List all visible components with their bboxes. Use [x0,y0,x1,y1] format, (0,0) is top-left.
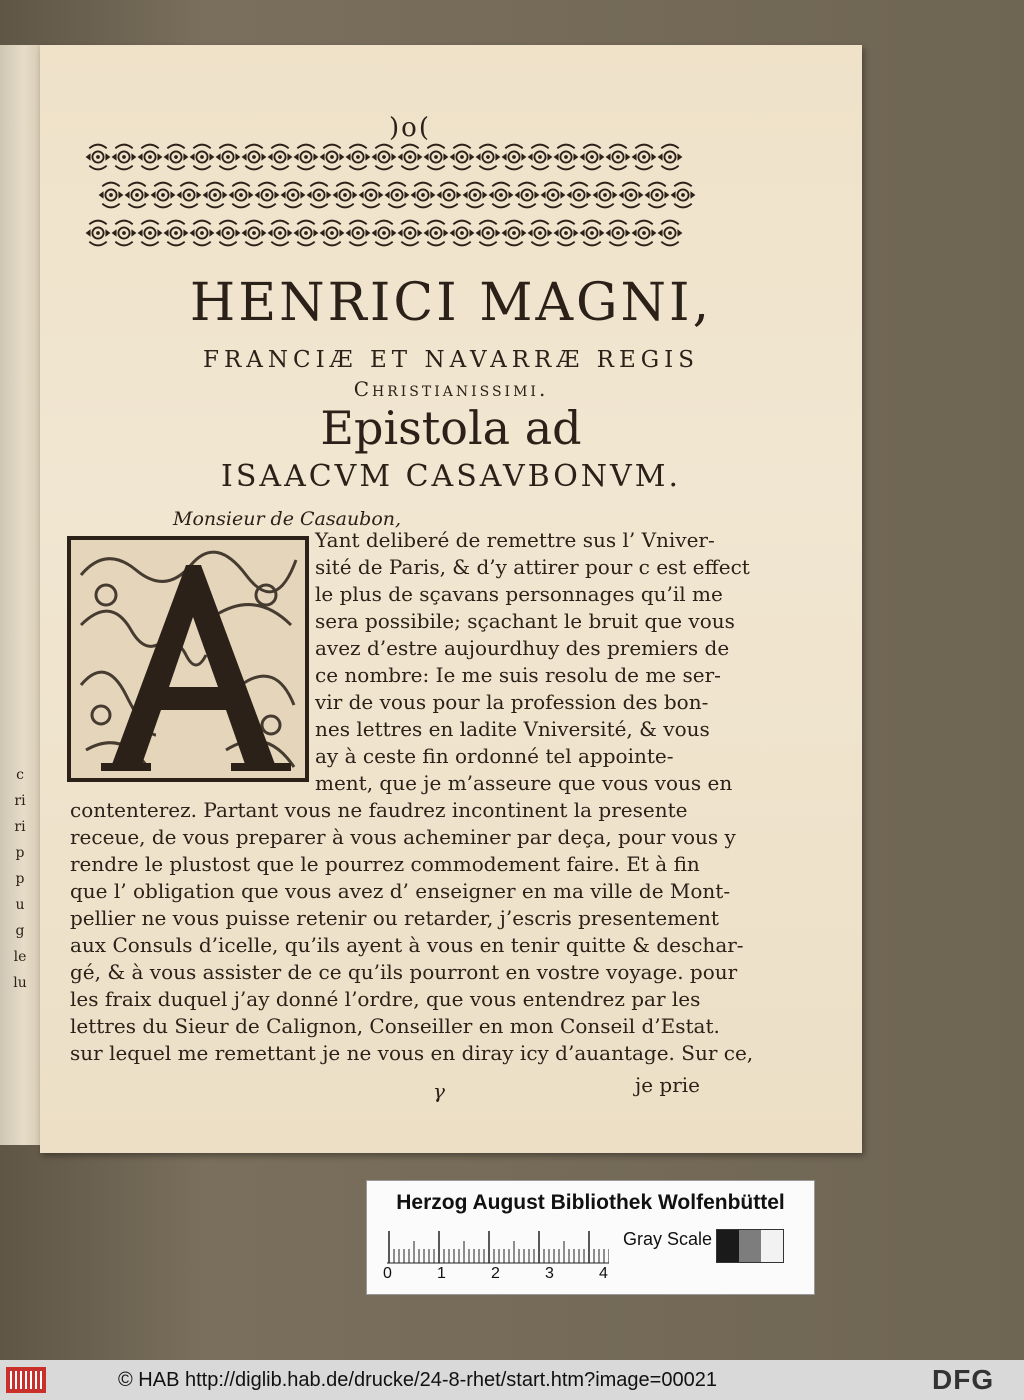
letter-line: avez d’estre aujourdhuy des premiers de [315,636,730,660]
letter-line: aux Consuls d’icelle, qu’ils ayent à vous en tenir quitte & deschar- [70,933,744,957]
letter-line: ment, que je m’asseure que vous vous en [315,771,733,795]
prev-page-glyph: g [15,923,25,939]
ruler-number: 0 [383,1265,392,1282]
letter-line: ce nombre: Ie me suis resolu de me ser- [315,663,721,687]
subtitle-kingdoms: FRANCIÆ ET NAVARRÆ REGIS [202,347,699,373]
prev-page-glyph: p [15,845,25,861]
gray-scale-swatches [716,1229,784,1263]
ornamental-headpiece [78,135,703,255]
letter-line: le plus de sçavans personnages qu’il me [315,582,723,606]
prev-page-glyph: ri [14,793,26,809]
letter-line: contenterez. Partant vous ne faudrez incontinent la presente [70,798,688,822]
letter-line: rendre le plustost que le pourrez commodement faire. Et à fin [70,852,700,876]
ruler-number: 1 [437,1265,446,1282]
prev-page-glyph: le [13,949,27,965]
ruler-number: 2 [491,1265,500,1282]
letter-line: sur lequel me remettant je ne vous en diray icy d’auantage. Sur ce, [70,1041,754,1065]
letter-line: vir de vous pour la profession des bon- [315,690,709,714]
letter-line: receue, de vous preparer à vous acheminer par deça, pour vous y [70,825,736,849]
subtitle-christianissimi: Christianissimi. [353,377,549,401]
letter-line: gé, & à vous assister de ce qu’ils pourront en vostre voyage. pour [70,960,738,984]
ruler-number: 4 [599,1265,608,1282]
letter-line: sera possibile; sçachant le bruit que vous [315,609,735,633]
dfg-logo: DFG [932,1364,995,1395]
ruler-scale [387,1227,609,1267]
gray-scale-label: Gray Scale [623,1229,713,1249]
letter-line: lettres du Sieur de Calignon, Conseiller en mon Conseil d’Estat. [70,1014,720,1038]
signature-letter: γ [433,1079,445,1103]
catchword: je prie [635,1073,700,1097]
letter-line: ay à ceste fin ordonné tel appointe- [315,744,674,768]
color-card [366,1180,815,1295]
card-library-title: Herzog August Bibliothek Wolfenbüttel [396,1191,785,1214]
letter-line: sité de Paris, & d’y attirer pour c est effect [315,555,750,579]
prev-page-glyph: p [15,871,25,887]
salutation: Monsieur de Casaubon, [173,508,402,530]
prev-page-glyph: u [15,897,25,913]
footer-bar [0,1360,1024,1400]
previous-page-edge [0,45,41,1145]
gray-swatch-light [761,1230,783,1262]
decorated-initial-a [66,535,310,783]
hab-logo-icon [6,1367,46,1393]
gray-swatch-dark [717,1230,739,1262]
prev-page-glyph: c [16,767,24,783]
book-page [40,45,862,1153]
prev-page-glyph: ri [14,819,26,835]
addressee-heading: ISAACVM CASAVBONVM. [221,459,681,494]
letter-line: nes lettres en ladite Vniversité, & vous [315,717,710,741]
ruler-number: 3 [545,1265,554,1282]
signature-mark: )o( [389,113,431,143]
prev-page-glyph: lu [13,975,27,991]
epistola-heading: Epistola ad [320,401,582,455]
copyright-link[interactable]: © HAB http://diglib.hab.de/drucke/24-8-rhet/start.htm?image=00021 [118,1369,717,1391]
gray-swatch-mid [739,1230,761,1262]
letter-line: Yant deliberé de remettre sus l’ Vniver- [315,528,715,552]
letter-line: que l’ obligation que vous avez d’ enseigner en ma ville de Mont- [70,879,731,903]
letter-line: pellier ne vous puisse retenir ou retarder, j’escris presentement [70,906,719,930]
letter-line: les fraix duquel j’ay donné l’ordre, que vous entendrez par les [70,987,701,1011]
page-title: HENRICI MAGNI, [189,273,713,333]
